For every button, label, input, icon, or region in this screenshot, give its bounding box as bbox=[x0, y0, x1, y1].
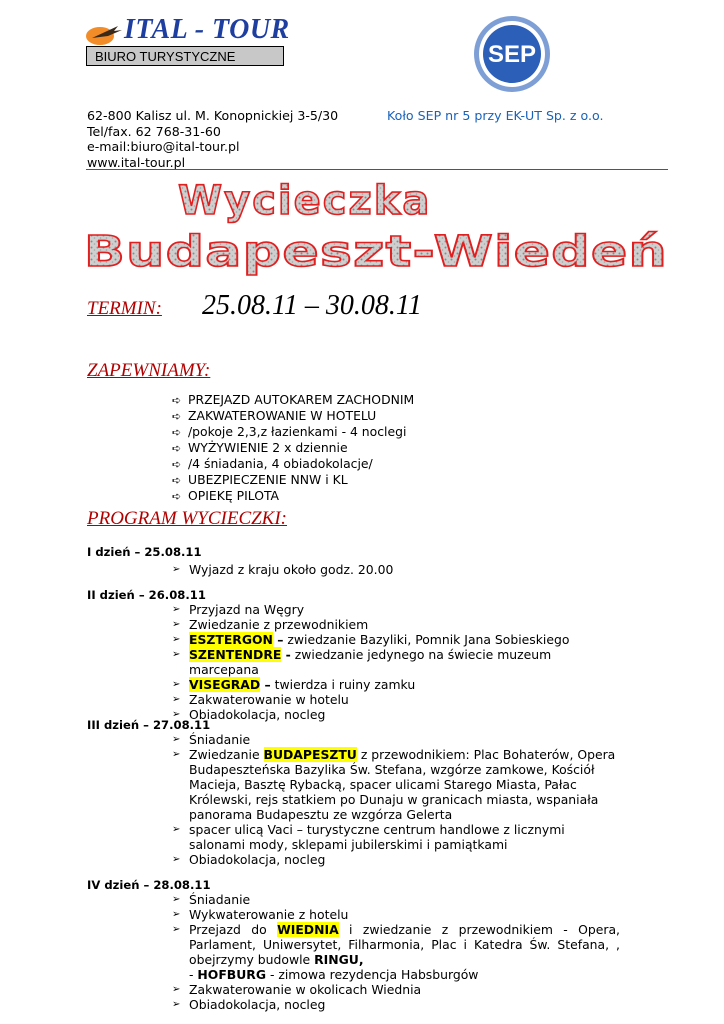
termin-dates: 25.08.11 – 30.08.11 bbox=[202, 290, 422, 321]
contact-info bbox=[87, 108, 338, 170]
hand-arrow-icon: ➪ bbox=[172, 394, 182, 407]
termin-label: TERMIN: bbox=[87, 298, 162, 319]
day-2-list bbox=[172, 602, 620, 722]
divider bbox=[86, 169, 668, 170]
list-item: ➢ VISEGRAD – twierdza i ruiny zamku bbox=[172, 677, 416, 692]
phone: Tel/fax. 62 768-31-60 bbox=[87, 123, 221, 139]
arrow-bullet-icon: ➢ bbox=[172, 619, 181, 630]
day-2-title: II dzień – 26.08.11 bbox=[87, 588, 206, 602]
list-item: ➢ Zakwaterowanie w okolicach Wiednia bbox=[172, 982, 422, 997]
list-item: ➢ SZENTENDRE - zwiedzanie jedynego na świecie muzeum marcepana bbox=[172, 647, 552, 677]
list-item: ➢ Zwiedzanie BUDAPESZTU z przewodnikiem: Plac Bohaterów, Opera Budapeszteńska Bazylika Św. Stefana, wzgórze zamkowe, Kościół Macieja, Basztę Rybacką, spacer ulicami Starego Miasta, Pałac Królewski, rejs statkiem po Dunaju w granicach miasta, wspaniała panorama Budapesztu ze wzgórza Gelerta bbox=[172, 747, 616, 822]
day-3-list bbox=[172, 732, 620, 867]
list-item-continuation: - HOFBURG - zimowa rezydencja Habsburgów bbox=[189, 967, 479, 982]
hand-arrow-icon: ➪ bbox=[172, 490, 182, 503]
website: www.ital-tour.pl bbox=[87, 154, 186, 170]
list-item: ➢ Obiadokolacja, nocleg bbox=[172, 852, 326, 867]
arrow-bullet-icon: ➢ bbox=[172, 734, 181, 745]
arrow-bullet-icon: ➢ bbox=[172, 709, 181, 720]
list-item: ➢ ESZTERGON – zwiedzanie Bazyliki, Pomnik Jana Sobieskiego bbox=[172, 632, 570, 647]
hand-arrow-icon: ➪ bbox=[172, 458, 182, 471]
list-item: ➢ Śniadanie bbox=[172, 732, 251, 747]
list-item: ➪ UBEZPIECZENIE NNW i KL bbox=[172, 472, 348, 487]
arrow-bullet-icon: ➢ bbox=[172, 679, 181, 690]
svg-text:Budapeszt-Wiedeń: Budapeszt-Wiedeń bbox=[84, 227, 668, 277]
arrow-bullet-icon: ➢ bbox=[172, 999, 181, 1010]
arrow-bullet-icon: ➢ bbox=[172, 924, 181, 935]
sep-logo bbox=[472, 14, 552, 94]
plane-logo-icon bbox=[84, 22, 124, 46]
list-item: ➪ OPIEKĘ PILOTA bbox=[172, 488, 280, 503]
list-item: ➢ Przejazd do WIEDNIA i zwiedzanie z przewodnikiem - Opera, Parlament, Uniwersytet, Filharmonia, Plac i Katedra Św. Stefana, , obejrzymy budowle RINGU, bbox=[172, 922, 620, 967]
list-item: ➪ /4 śniadania, 4 obiadokolacje/ bbox=[172, 456, 373, 471]
arrow-bullet-icon: ➢ bbox=[172, 984, 181, 995]
hand-arrow-icon: ➪ bbox=[172, 442, 182, 455]
title-line-1 bbox=[178, 172, 558, 224]
arrow-bullet-icon: ➢ bbox=[172, 634, 181, 645]
offer-heading: ZAPEWNIAMY: bbox=[87, 360, 211, 381]
hand-arrow-icon: ➪ bbox=[172, 410, 182, 423]
hand-arrow-icon: ➪ bbox=[172, 474, 182, 487]
company-subtitle: BIURO TURYSTYCZNE bbox=[86, 46, 284, 66]
arrow-bullet-icon: ➢ bbox=[172, 604, 181, 615]
sep-logo-text: SEP bbox=[487, 41, 537, 68]
list-item: ➢ Obiadokolacja, nocleg bbox=[172, 707, 326, 722]
arrow-bullet-icon: ➢ bbox=[172, 649, 181, 660]
list-item: ➢ Wyjazd z kraju około godz. 20.00 bbox=[172, 562, 394, 577]
list-item: ➪ WYŻYWIENIE 2 x dziennie bbox=[172, 440, 348, 455]
program-heading: PROGRAM WYCIECZKI: bbox=[87, 508, 288, 529]
email: e-mail:biuro@ital-tour.pl bbox=[87, 139, 240, 154]
list-item: ➢ Obiadokolacja, nocleg bbox=[172, 997, 326, 1012]
company-logo-text: ITAL - TOUR bbox=[124, 14, 290, 45]
arrow-bullet-icon: ➢ bbox=[172, 909, 181, 920]
list-item: ➪ /pokoje 2,3,z łazienkami - 4 noclegi bbox=[172, 424, 407, 439]
list-item: ➢ spacer ulicą Vaci – turystyczne centrum handlowe z licznymi salonami mody, sklepami jubilerskimi i pamiątkami bbox=[172, 822, 565, 852]
day-4-title: IV dzień – 28.08.11 bbox=[87, 878, 211, 892]
arrow-bullet-icon: ➢ bbox=[172, 694, 181, 705]
address: 62-800 Kalisz ul. M. Konopnickiej 3-5/30 bbox=[87, 108, 339, 123]
list-item: ➪ PRZEJAZD AUTOKAREM ZACHODNIM bbox=[172, 392, 415, 407]
svg-text:Wycieczka: Wycieczka bbox=[178, 178, 432, 224]
list-item: ➢ Wykwaterowanie z hotelu bbox=[172, 907, 349, 922]
list-item: ➪ ZAKWATEROWANIE W HOTELU bbox=[172, 408, 377, 423]
arrow-bullet-icon: ➢ bbox=[172, 749, 181, 760]
list-item: ➢ Przyjazd na Węgry bbox=[172, 602, 305, 617]
offer-list bbox=[172, 392, 414, 504]
day-3-title: III dzień – 27.08.11 bbox=[87, 718, 211, 732]
list-item: ➢ Śniadanie bbox=[172, 892, 251, 907]
title-line-2 bbox=[84, 222, 674, 278]
day-1-list bbox=[172, 562, 620, 577]
organizer: Koło SEP nr 5 przy EK-UT Sp. z o.o. bbox=[387, 108, 604, 123]
list-item: ➢ Zwiedzanie z przewodnikiem bbox=[172, 617, 369, 632]
arrow-bullet-icon: ➢ bbox=[172, 854, 181, 865]
list-item: ➢ Zakwaterowanie w hotelu bbox=[172, 692, 349, 707]
arrow-bullet-icon: ➢ bbox=[172, 894, 181, 905]
hand-arrow-icon: ➪ bbox=[172, 426, 182, 439]
day-4-list bbox=[172, 892, 620, 1012]
day-1-title: I dzień – 25.08.11 bbox=[87, 545, 202, 559]
arrow-bullet-icon: ➢ bbox=[172, 824, 181, 835]
arrow-bullet-icon: ➢ bbox=[172, 564, 181, 575]
